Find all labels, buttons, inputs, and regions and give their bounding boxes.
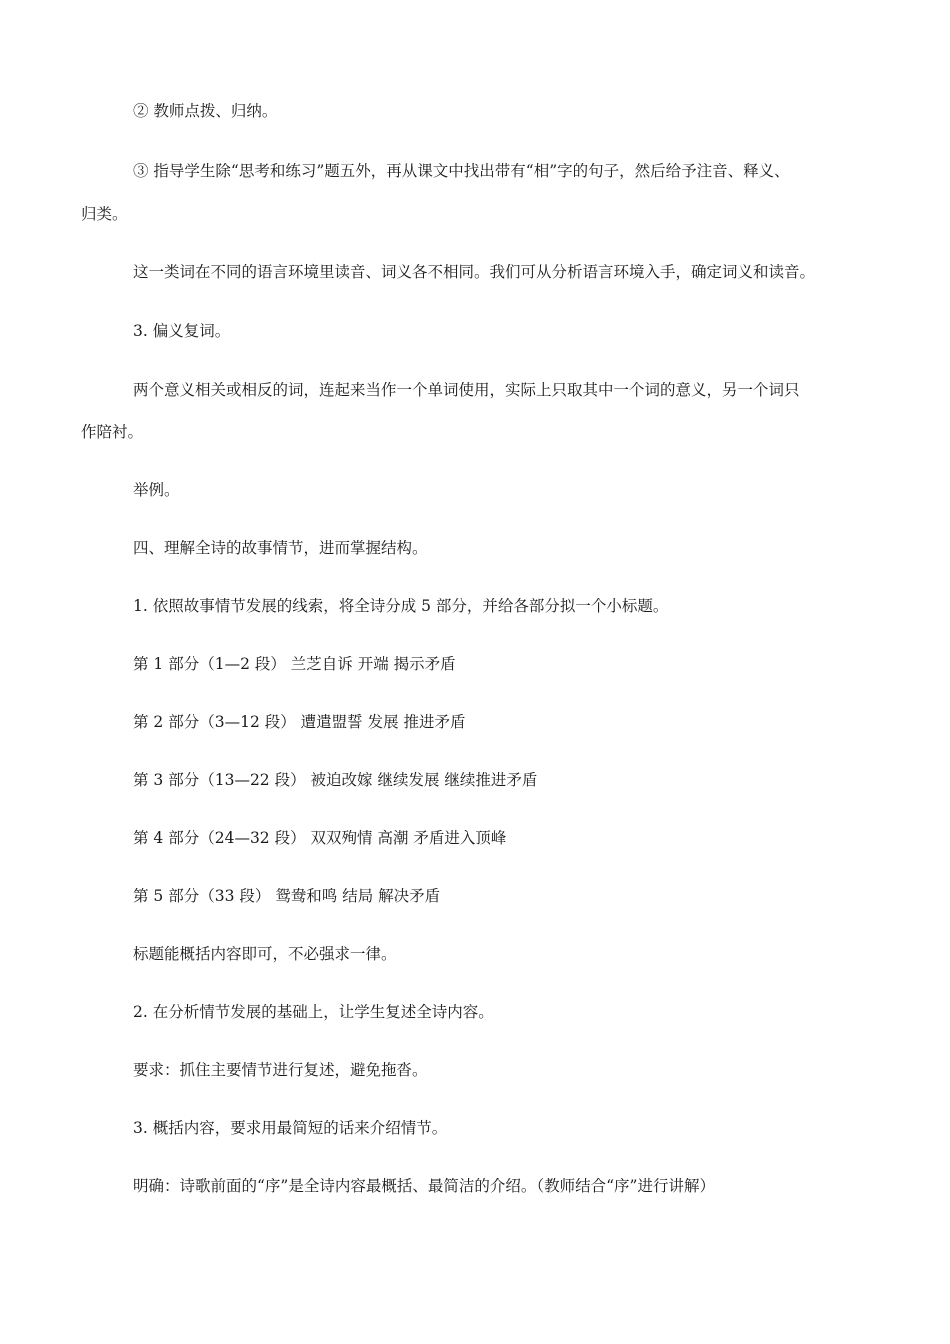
part-3-line: 第 3 部分（13—22 段） 被迫改嫁 继续发展 继续推进矛盾 <box>133 771 538 789</box>
definition-paragraph-continued: 作陪衬。 <box>81 423 144 441</box>
step-3-summarize: 3. 概括内容，要求用最简短的话来介绍情节。 <box>133 1119 448 1137</box>
clarification-note: 明确：诗歌前面的“序”是全诗内容最概括、最简洁的介绍。（教师结合“序”进行讲解） <box>133 1177 715 1195</box>
part-1-line: 第 1 部分（1—2 段） 兰芝自诉 开端 揭示矛盾 <box>133 655 456 673</box>
title-note: 标题能概括内容即可，不必强求一律。 <box>133 945 397 963</box>
section-heading-3: 3. 偏义复词。 <box>133 322 231 340</box>
step-1-division: 1. 依照故事情节发展的线索，将全诗分成 5 部分，并给各部分拟一个小标题。 <box>133 597 669 615</box>
part-2-line: 第 2 部分（3—12 段） 遭遣盟誓 发展 推进矛盾 <box>133 713 466 731</box>
step-3-instruction: ③ 指导学生除“思考和练习”题五外，再从课文中找出带有“相”字的句子，然后给予注音、释义、 <box>133 162 790 180</box>
part-5-line: 第 5 部分（33 段） 鸳鸯和鸣 结局 解决矛盾 <box>133 887 441 905</box>
step-3-instruction-continued: 归类。 <box>81 205 128 223</box>
step-2-teacher-guidance: ② 教师点拨、归纳。 <box>133 102 278 120</box>
step-2-retell: 2. 在分析情节发展的基础上，让学生复述全诗内容。 <box>133 1003 494 1021</box>
section-heading-4: 四、理解全诗的故事情节，进而掌握结构。 <box>133 539 428 557</box>
requirement-note: 要求：抓住主要情节进行复述，避免拖沓。 <box>133 1061 428 1079</box>
definition-paragraph: 两个意义相关或相反的词，连起来当作一个单词使用，实际上只取其中一个词的意义，另一个词只 <box>133 381 800 399</box>
word-class-note: 这一类词在不同的语言环境里读音、词义各不相同。我们可从分析语言环境入手，确定词义和读音。 <box>133 263 816 281</box>
example-label: 举例。 <box>133 481 180 499</box>
part-4-line: 第 4 部分（24—32 段） 双双殉情 高潮 矛盾进入顶峰 <box>133 829 507 847</box>
